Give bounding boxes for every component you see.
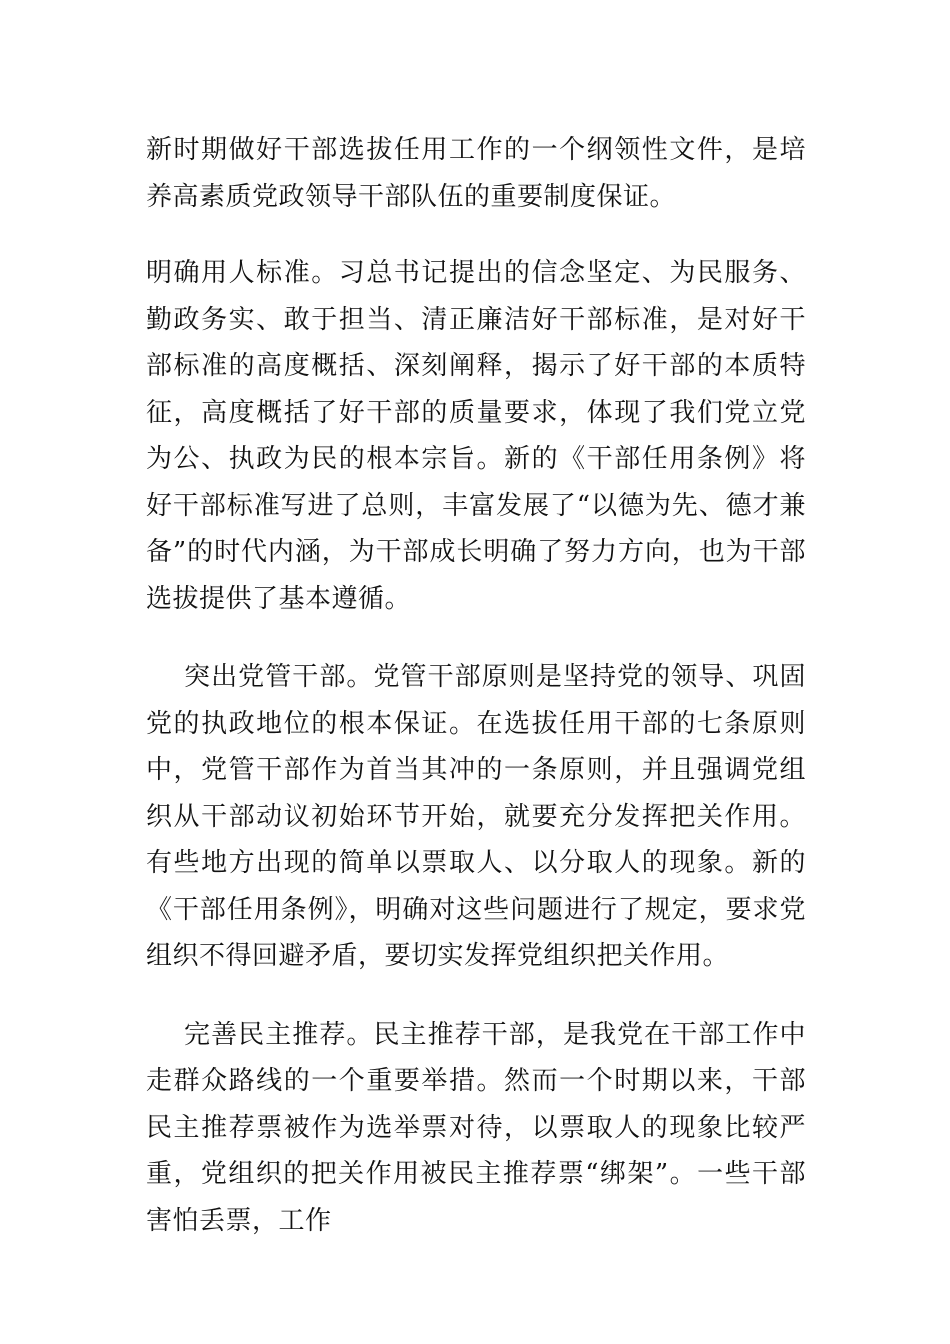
- document-body: [146, 127, 806, 1244]
- paragraph-3: 突出党管干部。党管干部原则是坚持党的领导、巩固党的执政地位的根本保证。在选拔任用干部的七条原则中，党管干部作为首当其冲的一条原则，并且强调党组织从干部动议初始环节开始，就要充分发挥把关作用。有些地方出现的简单以票取人、以分取人的现象。新的《干部任用条例》，明确对这些问题进行了规定，要求党组织不得回避矛盾，要切实发挥党组织把关作用。: [146, 662, 806, 971]
- paragraph-4: 完善民主推荐。民主推荐干部，是我党在干部工作中走群众路线的一个重要举措。然而一个时期以来，干部民主推荐票被作为选举票对待，以票取人的现象比较严重，党组织的把关作用被民主推荐票“绑架”。一些干部害怕丢票，工作: [146, 1019, 806, 1236]
- paragraph-1: 新时期做好干部选拔任用工作的一个纲领性文件，是培养高素质党政领导干部队伍的重要制度保证。: [146, 135, 806, 212]
- paragraph-2: 明确用人标准。习总书记提出的信念坚定、为民服务、勤政务实、敢于担当、清正廉洁好干部标准，是对好干部标准的高度概括、深刻阐释，揭示了好干部的本质特征，高度概括了好干部的质量要求，体现了我们党立党为公、执政为民的根本宗旨。新的《干部任用条例》将好干部标准写进了总则，丰富发展了“以德为先、德才兼备”的时代内涵，为干部成长明确了努力方向，也为干部选拔提供了基本遵循。: [146, 258, 806, 614]
